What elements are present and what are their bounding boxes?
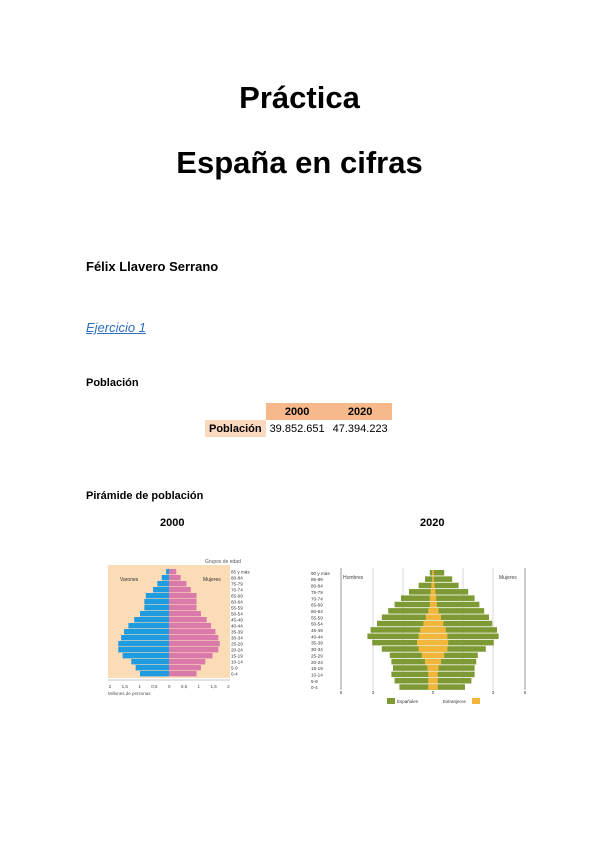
pyramid-2020-bar-women (433, 589, 468, 595)
pyramid-2000-x-tick: 0 (167, 684, 171, 689)
pyramid-2020-bar-foreign-men (431, 583, 433, 589)
pyramid-2020-bar-foreign-women (433, 570, 434, 576)
pyramid-2000-x-tick: 1 (197, 684, 201, 689)
pyramid-2020-bar-foreign-men (428, 672, 433, 678)
pyramid-2020-age-label: 15-19 (311, 666, 323, 672)
pyramid-2020-age-label: 45-49 (311, 628, 323, 633)
pyramid-2000-x-tick: 1 (138, 684, 141, 689)
pyramid-2000-age-label: 50-54 (231, 611, 243, 617)
pyramid-2020-x-tick: 3 (371, 690, 375, 695)
pyramid-2000-bar-women (169, 629, 215, 634)
pyramid-2020-age-label: 90 y más (311, 570, 330, 576)
table-cell: 39.852.651 (269, 422, 325, 435)
pyramid-2000-bar-women (169, 575, 181, 580)
pyramid-2020-bar-foreign-men (417, 640, 433, 646)
pyramid-2000-age-label: 25-29 (231, 641, 243, 647)
pyramid-2020-age-label: 85-89 (311, 577, 323, 583)
pyramid-2020-bar-men (395, 678, 433, 684)
pyramid-2020-bar-foreign-men (419, 634, 433, 640)
pyramid-2000-bar-men (121, 635, 169, 640)
pyramid-2020-bar-foreign-men (432, 570, 433, 576)
pyramid-2020-bar-foreign-women (433, 602, 437, 608)
pyramid-2000-bar-women (169, 653, 213, 658)
pyramid-2020-age-label: 80-84 (311, 583, 323, 589)
pyramid-2020-year: 2020 (420, 517, 445, 529)
pyramid-2020-bar-women (433, 595, 475, 601)
pyramid-2020-bar-foreign-women (433, 665, 439, 671)
pyramid-2000-age-label: 70-74 (231, 587, 243, 593)
pyramid-2000-bar-women (169, 599, 197, 604)
pyramid-2000-bar-women (169, 605, 197, 610)
pyramid-2000-bar-men (153, 587, 169, 592)
pyramid-2020-bar-foreign-men (420, 627, 433, 633)
pyramid-2020-age-label: 0-4 (311, 685, 318, 691)
pyramid-2000-age-label: 5-9 (231, 665, 238, 671)
table-row-label: Población (205, 420, 266, 437)
pyramid-2000-bar-men (136, 665, 169, 670)
pyramid-2020-bar-foreign-women (433, 576, 434, 582)
page-title-line1: Práctica (239, 80, 360, 115)
exercise-link[interactable]: Ejercicio 1 (86, 320, 146, 335)
pyramid-2020-age-label: 55-59 (311, 615, 323, 621)
pyramid-2000-x-tick: 0,5 (180, 684, 188, 689)
pyramid-2000-bar-women (169, 611, 201, 616)
pyramid-2020-bar-foreign-women (433, 672, 438, 678)
pyramid-2000-age-label: 75-79 (231, 581, 243, 587)
pyramid-2000-bar-men (123, 653, 169, 658)
pyramid-2000-left-label: Varones (120, 577, 139, 583)
pyramid-2020-age-label: 10-14 (311, 672, 323, 678)
pyramid-2020-bar-women (433, 608, 484, 614)
pyramid-2000-bar-women (169, 569, 176, 574)
pyramid-2000-age-label: 55-59 (231, 605, 243, 611)
pyramid-2000-bar-men (118, 647, 169, 652)
pyramid-2000-bar-men (140, 671, 169, 676)
pyramid-2000-age-label: 0-4 (231, 671, 238, 677)
pyramid-2020-bar-foreign-men (423, 621, 433, 627)
pyramid-2000-bar-women (169, 581, 186, 586)
pyramid-2020-age-label: 30-34 (311, 647, 323, 653)
pyramid-2020-bar-men (419, 583, 433, 589)
page-title-line2: España en cifras (176, 145, 423, 180)
pyramid-2000-bar-men (124, 629, 169, 634)
table-header-row (205, 403, 392, 420)
pyramid-2020-age-label: 20-24 (311, 659, 323, 665)
pyramid-2020-bar-men (388, 608, 433, 614)
pyramid-2020-bar-foreign-women (433, 646, 447, 652)
pyramid-2000-age-label: 60-64 (231, 599, 243, 605)
pyramid-2020-bar-men (409, 589, 433, 595)
pyramid-2020-age-label: 65-69 (311, 602, 323, 608)
legend-swatch-natives (387, 698, 395, 704)
pyramid-2000-year: 2000 (160, 517, 185, 529)
pyramid-2000-bar-women (169, 641, 220, 646)
pyramid-2020-bar-men (401, 595, 433, 601)
pyramid-2000-bar-men (162, 575, 169, 580)
pyramid-2000-bar-women (169, 593, 197, 598)
pyramid-2000-age-label: 30-34 (231, 635, 243, 641)
pyramid-2020-bar-women (433, 583, 459, 589)
pyramid-2000-bar-men (166, 569, 169, 574)
pyramid-2020-bar-foreign-women (433, 678, 438, 684)
pyramid-2000-bar-men (128, 623, 169, 628)
pyramid-2000-bar-women (169, 647, 218, 652)
pyramid-2020-age-label: 35-39 (311, 640, 323, 646)
pyramid-2000-age-label: 15-19 (231, 653, 243, 659)
pyramid-2020-bar-foreign-women (433, 608, 439, 614)
section-heading-population: Población (86, 377, 139, 389)
pyramid-2020-bar-men (399, 684, 433, 690)
table-header-cell: 2000 (266, 403, 329, 420)
pyramid-2000-x-tick: 1,5 (121, 684, 128, 689)
population-table (205, 403, 392, 437)
pyramid-2020-bar-foreign-women (433, 653, 444, 659)
pyramid-2020-bar-foreign-men (419, 646, 433, 652)
pyramid-2020-bar-men (393, 665, 433, 671)
pyramid-2000-bar-men (131, 659, 169, 664)
pyramid-2020-bar-foreign-women (433, 614, 441, 620)
pyramid-2000-bar-women (169, 671, 197, 676)
pyramid-2020-bar-women (433, 576, 452, 582)
legend-label-natives: Españoles (397, 699, 419, 704)
pyramid-2020-left-label: Hombres (343, 575, 364, 581)
legend-label-foreigners: Extranjeros (443, 699, 466, 704)
pyramid-2000-x-tick: 1,5 (210, 684, 217, 689)
pyramid-2020-bar-foreign-women (433, 583, 435, 589)
pyramid-2020-bar-women (433, 665, 475, 671)
pyramid-2020-bar-foreign-women (433, 589, 435, 595)
section-heading-pyramid: Pirámide de población (86, 490, 204, 502)
pyramid-2000-bar-women (169, 659, 205, 664)
pyramid-2000-right-label: Mujeres (203, 577, 221, 583)
pyramid-2000-age-label: 45-49 (231, 617, 243, 623)
pyramid-2000-bar-women (169, 665, 201, 670)
table-header-cell: 2020 (329, 403, 392, 420)
pyramid-2020-age-label: 75-79 (311, 589, 323, 595)
pyramid-2020-bar-foreign-men (428, 608, 433, 614)
pyramid-2020-bar-foreign-men (428, 678, 433, 684)
pyramid-2020-bar-women (433, 672, 475, 678)
pyramid-2020-bar-foreign-men (430, 595, 433, 601)
pyramid-2020-bar-foreign-men (431, 589, 433, 595)
pyramid-2000-age-label: 40-44 (231, 623, 243, 629)
pyramid-2020-bar-foreign-men (430, 602, 433, 608)
pyramid-2020-x-tick: 0 (431, 690, 435, 695)
pyramid-2000-age-label: 10-14 (231, 659, 243, 665)
pyramid-2020-age-label: 60-64 (311, 608, 323, 614)
pyramid-2020-bar-foreign-women (433, 627, 446, 633)
pyramid-2020-bar-foreign-women (433, 659, 441, 665)
pyramid-2020-bar-foreign-men (432, 576, 433, 582)
pyramid-2000-bar-men (134, 617, 169, 622)
pyramid-2000-x-tick: 2 (108, 684, 112, 689)
pyramid-2020-bar-women (433, 570, 444, 576)
pyramid-2000-bar-men (157, 581, 169, 586)
pyramid-2020-bar-men (425, 576, 433, 582)
pyramid-2000-bar-women (169, 587, 191, 592)
pyramid-2020-age-label: 50-54 (311, 621, 323, 627)
pyramid-2000-age-label: 80-84 (231, 575, 243, 581)
pyramid-2000-bar-men (144, 599, 169, 604)
pyramid-2020-x-tick: 6 (523, 690, 527, 695)
pyramid-2020-bar-foreign-women (433, 595, 436, 601)
pyramid-2000-bar-men (144, 605, 169, 610)
pyramid-2020-bar-foreign-women (433, 621, 443, 627)
pyramid-2020-bar-men (382, 614, 433, 620)
pyramid-2000-chart (105, 556, 270, 696)
pyramid-2000-x-unit: Millones de personas (108, 691, 151, 696)
pyramid-2020-x-tick: 3 (491, 690, 495, 695)
table-row (205, 420, 392, 437)
pyramid-2000-bar-men (140, 611, 169, 616)
pyramid-2000-age-label: 85 y más (231, 569, 250, 575)
pyramid-2020-bar-women (433, 614, 489, 620)
pyramid-2020-bar-foreign-men (422, 653, 433, 659)
pyramid-2020-bar-foreign-men (425, 659, 433, 665)
pyramid-2020-age-label: 25-29 (311, 653, 323, 659)
author-name: Félix Llavero Serrano (86, 259, 219, 274)
pyramid-2000-bar-women (169, 617, 207, 622)
pyramid-2000-x-tick: 2 (227, 684, 230, 689)
pyramid-2000-bar-men (118, 641, 169, 646)
pyramid-2020-bar-foreign-men (427, 665, 433, 671)
pyramid-2020-chart (305, 566, 535, 711)
pyramid-2020-bar-foreign-men (426, 614, 433, 620)
pyramid-2000-bar-women (169, 635, 218, 640)
pyramid-2020-bar-women (433, 602, 479, 608)
pyramid-2000-age-label: 35-39 (231, 629, 243, 635)
pyramid-2000-bar-men (146, 593, 169, 598)
pyramid-2000-x-tick: 0,5 (151, 684, 158, 689)
pyramid-2020-bar-foreign-women (433, 640, 448, 646)
table-corner (205, 403, 266, 420)
pyramid-2020-age-label: 70-74 (311, 596, 323, 602)
pyramid-2020-x-tick: 6 (339, 690, 343, 695)
pyramid-2000-age-label: 65-69 (231, 593, 243, 599)
legend-swatch-foreigners (472, 698, 480, 704)
pyramid-2020-bar-foreign-women (433, 634, 447, 640)
pyramid-2000-group-header: Grupos de edad (205, 559, 241, 565)
pyramid-2020-bar-men (391, 672, 433, 678)
table-cell: 47.394.223 (332, 422, 388, 435)
pyramid-2020-age-label: 40-44 (311, 634, 323, 640)
pyramid-2020-right-label: Mujeres (499, 575, 517, 581)
pyramid-2000-age-label: 20-24 (231, 647, 243, 653)
pyramid-2020-bar-women (433, 678, 471, 684)
pyramid-2000-bar-women (169, 623, 211, 628)
pyramid-2020-bar-men (395, 602, 433, 608)
pyramid-2020-age-label: 5-9 (311, 678, 318, 684)
